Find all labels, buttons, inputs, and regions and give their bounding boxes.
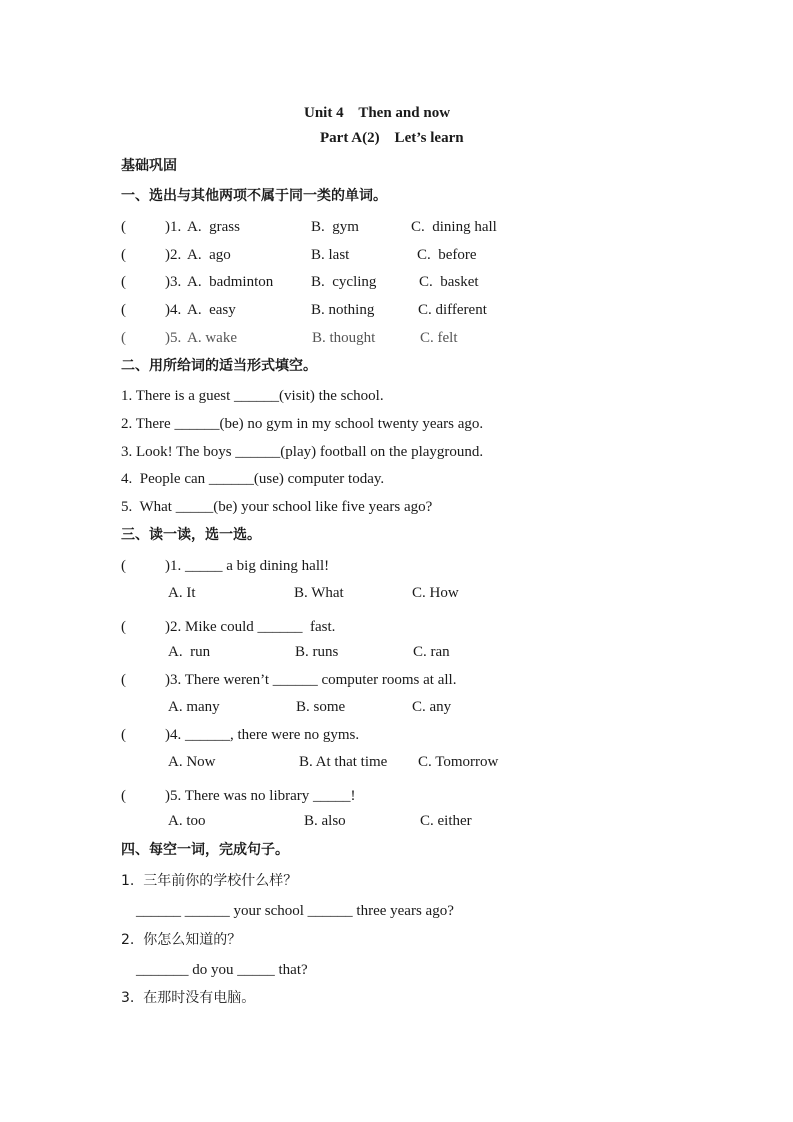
- option-c: C. Tomorrow: [418, 754, 499, 770]
- option-b: B. thought: [312, 330, 376, 346]
- answer-paren: (: [121, 274, 126, 290]
- option-a: A. grass: [187, 219, 240, 235]
- answer-paren: (: [121, 330, 126, 346]
- item-number: )4.: [165, 302, 182, 318]
- option-c: C. before: [417, 247, 477, 263]
- item-number: )5.: [165, 330, 182, 346]
- option-a: A. ago: [187, 247, 231, 263]
- option-b: B. runs: [295, 644, 339, 660]
- answer-paren: (: [121, 302, 126, 318]
- english-blank-sentence: _______ do you _____ that?: [136, 962, 308, 978]
- question-text: )5. There was no library _____!: [165, 788, 356, 804]
- option-c: C. dining hall: [411, 219, 497, 235]
- chinese-prompt: 3. 在那时没有电脑。: [121, 990, 256, 1006]
- question-text: )2. Mike could ______ fast.: [165, 619, 336, 635]
- option-a: A. many: [168, 699, 220, 715]
- option-c: C. either: [420, 813, 472, 829]
- answer-paren: (: [121, 727, 126, 743]
- page-subtitle: Part A(2) Let’s learn: [320, 130, 464, 146]
- item-number: )2.: [165, 247, 182, 263]
- option-b: B. last: [311, 247, 350, 263]
- option-a: A. It: [168, 585, 196, 601]
- option-b: B. At that time: [299, 754, 388, 770]
- option-c: C. any: [412, 699, 452, 715]
- fill-blank-sentence: 2. There ______(be) no gym in my school twenty years ago.: [121, 416, 484, 432]
- answer-paren: (: [121, 672, 126, 688]
- option-b: B. What: [294, 585, 344, 601]
- option-a: A. run: [168, 644, 211, 660]
- question-text: )1. _____ a big dining hall!: [165, 558, 330, 574]
- option-a: A. badminton: [187, 274, 274, 290]
- page-title: Unit 4 Then and now: [304, 105, 451, 121]
- option-c: C. felt: [420, 330, 458, 346]
- fill-blank-sentence: 1. There is a guest ______(visit) the school.: [121, 388, 384, 404]
- item-number: )1.: [165, 219, 182, 235]
- option-b: B. some: [296, 699, 346, 715]
- question-text: )3. There weren’t ______ computer rooms at all.: [165, 672, 457, 688]
- section4-heading: 四、每空一词，完成句子。: [121, 842, 289, 858]
- answer-paren: (: [121, 619, 126, 635]
- category-label: 基础巩固: [121, 158, 177, 174]
- option-c: C. different: [418, 302, 487, 318]
- chinese-prompt: 2. 你怎么知道的？: [121, 932, 242, 948]
- section1-heading: 一、选出与其他两项不属于同一类的单词。: [121, 188, 387, 204]
- option-a: A. Now: [168, 754, 216, 770]
- option-a: A. easy: [187, 302, 236, 318]
- section2-heading: 二、用所给词的适当形式填空。: [121, 358, 317, 374]
- section3-heading: 三、读一读，选一选。: [121, 527, 261, 543]
- fill-blank-sentence: 3. Look! The boys ______(play) football on the playground.: [121, 444, 484, 460]
- question-text: )4. ______, there were no gyms.: [165, 727, 360, 743]
- option-a: A. wake: [187, 330, 237, 346]
- fill-blank-sentence: 4. People can ______(use) computer today.: [121, 471, 385, 487]
- option-c: C. ran: [413, 644, 450, 660]
- option-b: B. nothing: [311, 302, 375, 318]
- chinese-prompt: 1. 三年前你的学校什么样？: [121, 873, 298, 889]
- item-number: )3.: [165, 274, 182, 290]
- fill-blank-sentence: 5. What _____(be) your school like five years ago?: [121, 499, 433, 515]
- answer-paren: (: [121, 247, 126, 263]
- option-c: C. basket: [419, 274, 479, 290]
- option-c: C. How: [412, 585, 459, 601]
- answer-paren: (: [121, 558, 126, 574]
- answer-paren: (: [121, 788, 126, 804]
- option-b: B. cycling: [311, 274, 377, 290]
- english-blank-sentence: ______ ______ your school ______ three years ago?: [136, 903, 454, 919]
- option-b: B. also: [304, 813, 346, 829]
- option-a: A. too: [168, 813, 206, 829]
- option-b: B. gym: [311, 219, 359, 235]
- answer-paren: (: [121, 219, 126, 235]
